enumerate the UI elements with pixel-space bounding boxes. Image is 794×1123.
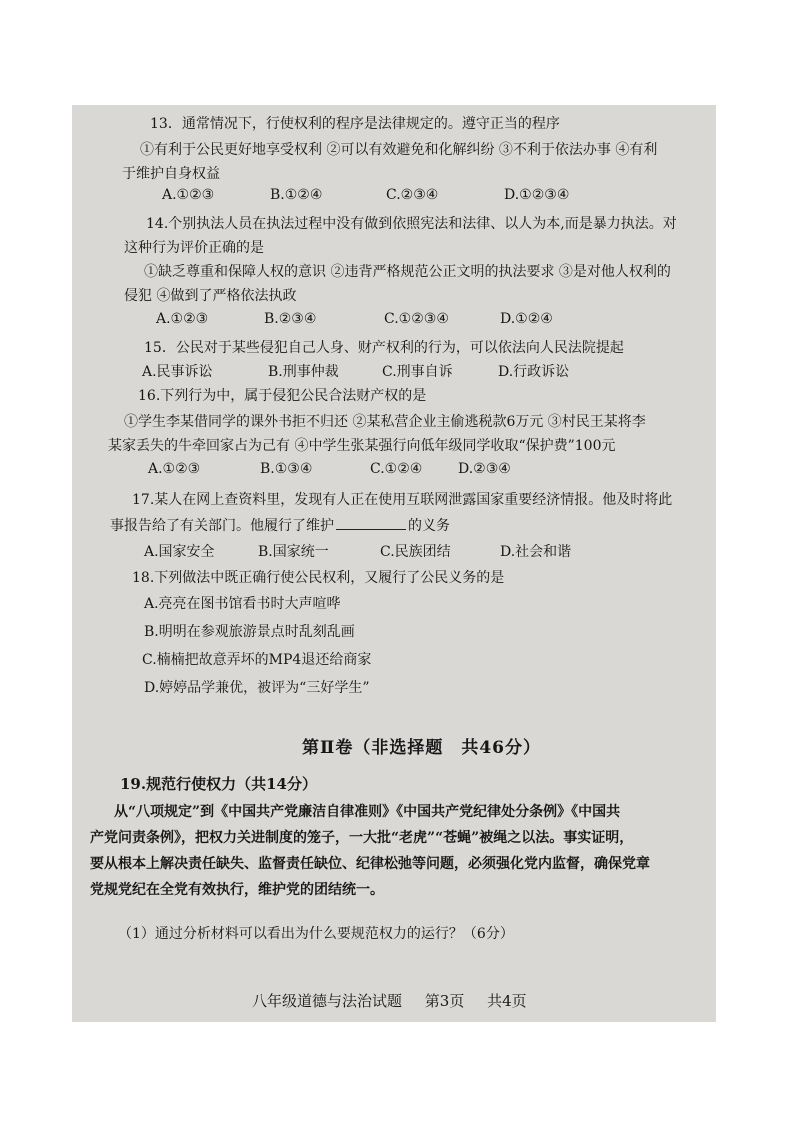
material-line-2: 产党问责条例》，把权力关进制度的笼子，一大批“老虎”“苍蝇”被绳之以法。事实证明，: [90, 830, 634, 846]
question-13-statements-line1: ①有利于公民更好地享受权利 ②可以有效避免和化解纠纷 ③不利于依法办事 ④有利: [140, 142, 658, 158]
question-18-option-b: B.明明在参观旅游景点时乱刻乱画: [144, 624, 355, 640]
question-13-stem: 13．通常情况下，行使权利的程序是法律规定的。遵守正当的程序: [150, 116, 560, 132]
exam-page-photo: [72, 105, 716, 1022]
question-14-option-c: C.①②③④: [384, 311, 449, 327]
question-13-option-c: C.②③④: [386, 187, 439, 203]
question-16-option-d: D.②③④: [458, 461, 511, 477]
question-14-statements-line2: 侵犯 ④做到了严格依法执政: [124, 288, 297, 304]
question-14-option-b: B.②③④: [264, 311, 317, 327]
question-18-stem: 18.下列做法中既正确行使公民权利，又履行了公民义务的是: [132, 570, 505, 586]
question-17-stem-line2-before-blank: 事报告给了有关部门。他履行了维护: [110, 518, 334, 534]
section-2-title: 第Ⅱ卷（非选择题 共46分）: [302, 738, 541, 758]
question-13-option-d: D.①②③④: [504, 187, 570, 203]
question-16-option-b: B.①③④: [260, 461, 313, 477]
question-15-option-b: B.刑事仲裁: [268, 364, 339, 380]
question-14-option-a: A.①②③: [156, 311, 209, 327]
question-16-statements-line1: ①学生李某借同学的课外书拒不归还 ②某私营企业主偷逃税款6万元 ③村民王某将李: [124, 414, 646, 430]
answer-blank: [336, 515, 406, 530]
question-17-option-a: A.国家安全: [144, 544, 215, 560]
question-14-stem: 14.个别执法人员在执法过程中没有做到依照宪法和法律、以人为本,而是暴力执法。对: [146, 216, 677, 232]
question-14-option-d: D.①②④: [500, 311, 553, 327]
question-15-option-a: A.民事诉讼: [142, 364, 213, 380]
footer-subject: 八年级道德与法治试题: [252, 992, 403, 1010]
question-18-option-c: C.楠楠把故意弄坏的MP4退还给商家: [142, 652, 372, 668]
material-line-3: 要从根本上解决责任缺失、监督责任缺位、纪律松弛等问题，必须强化党内监督，确保党章: [90, 856, 650, 872]
question-19-sub-1: （1）通过分析材料可以看出为什么要规范权力的运行？（6分）: [118, 926, 514, 942]
material-line-4: 党规党纪在全党有效执行，维护党的团结统一。: [90, 882, 384, 898]
question-15-stem: 15．公民对于某些侵犯自己人身、财产权利的行为，可以依法向人民法院提起: [144, 340, 624, 356]
question-17-stem: 17.某人在网上查资料里，发现有人正在使用互联网泄露国家重要经济情报。他及时将此: [132, 492, 673, 508]
question-17-stem-line2-after-blank: 的义务: [408, 518, 450, 534]
question-19-material: [90, 799, 705, 903]
question-18-option-d: D.婷婷品学兼优，被评为“三好学生”: [144, 680, 370, 696]
question-15-option-d: D.行政诉讼: [498, 364, 570, 380]
question-15-option-c: C.刑事自诉: [382, 364, 453, 380]
question-17-option-c: C.民族团结: [380, 544, 451, 560]
question-13-statements-line2: 于维护自身权益: [122, 166, 220, 182]
question-14-statements-line1: ①缺乏尊重和保障人权的意识 ②违背严格规范公正文明的执法要求 ③是对他人权利的: [144, 264, 671, 280]
question-18-option-a: A.亮亮在图书馆看书时大声喧哗: [144, 596, 341, 612]
question-16-statements-line2: 某家丢失的牛牵回家占为己有 ④中学生张某强行向低年级同学收取“保护费”100元: [108, 438, 616, 454]
question-17-stem-line2: [110, 515, 450, 535]
question-14-stem-line2: 这种行为评价正确的是: [124, 240, 264, 256]
question-16-option-c: C.①②④: [370, 461, 423, 477]
footer-page-number: 第3页: [424, 992, 465, 1010]
question-17-option-d: D.社会和谐: [500, 544, 572, 560]
question-13-option-b: B.①②④: [270, 187, 323, 203]
footer-total-pages: 共4页: [487, 992, 527, 1010]
question-17-option-b: B.国家统一: [258, 544, 329, 560]
material-line-1: 从“八项规定”到《中国共产党廉洁自律准则》《中国共产党纪律处分条例》《中国共: [114, 804, 621, 820]
question-13-option-a: A.①②③: [162, 187, 215, 203]
question-16-option-a: A.①②③: [148, 461, 201, 477]
page-footer: [252, 990, 545, 1011]
question-19-title: 19.规范行使权力（共14分）: [120, 775, 317, 793]
question-16-stem: 16.下列行为中，属于侵犯公民合法财产权的是: [138, 388, 427, 404]
